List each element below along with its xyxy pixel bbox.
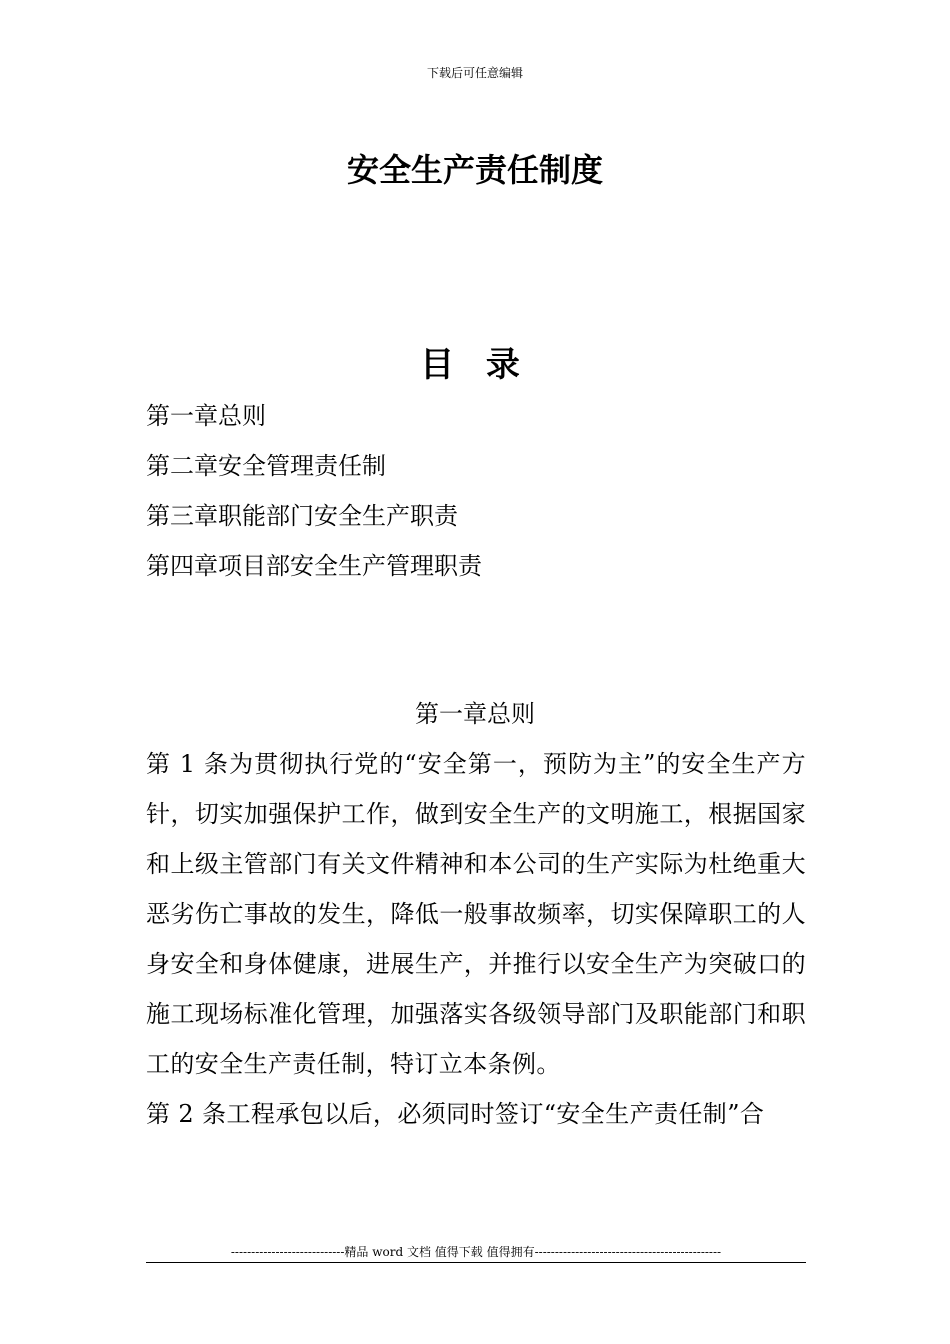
toc-item-chapter-1: 第一章总则	[146, 402, 266, 430]
footer-divider	[146, 1262, 806, 1263]
page-header-note: 下载后可任意编辑	[426, 66, 523, 80]
document-title: 安全生产责任制度	[346, 151, 603, 189]
article-2: 第 2 条工程承包以后，必须同时签订“安全生产责任制”合	[146, 1100, 765, 1128]
article-1: 第 1 条为贯彻执行党的“安全第一，预防为主”的安全生产方针，切实加强保护工作，做到安全生产的文明施工，根据国家和上级主管部门有关文件精神和本公司的生产实际为杜绝重大恶劣伤亡事故的发生，降低一般事故频率，切实保障职工的人身安全和身体健康，进展生产，并推行以安全生产为突破口的施工现场标准化管理，加强落实各级领导部门及职能部门和职工的安全生产责任制，特订立本条例。	[146, 750, 806, 1078]
chapter-1-heading: 第一章总则	[415, 700, 535, 728]
chapter-1-body	[146, 739, 806, 1139]
toc-item-chapter-3: 第三章职能部门安全生产职责	[146, 502, 458, 530]
table-of-contents	[146, 391, 806, 591]
toc-heading: 目 录	[420, 345, 530, 385]
toc-item-chapter-2: 第二章安全管理责任制	[146, 452, 386, 480]
toc-item-chapter-4: 第四章项目部安全生产管理职责	[146, 552, 482, 580]
page-footer-note: ----------------------------精品 word 文档 值得下载 值得拥有----------------------------------------------	[230, 1245, 722, 1259]
